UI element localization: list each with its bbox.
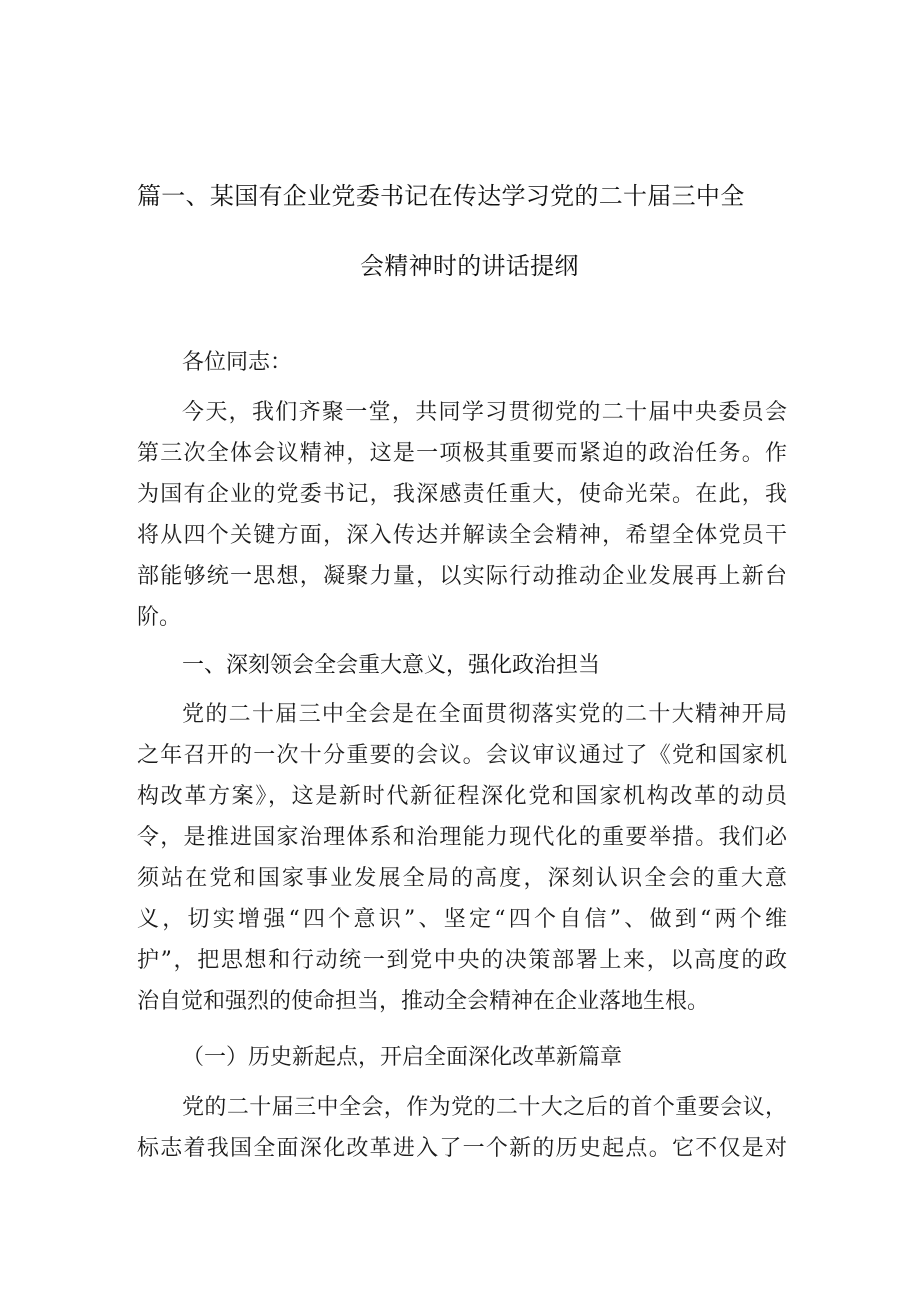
paragraph-1-line: 将从四个关键方面，深入传达并解读全会精神，希望全体党员干 bbox=[137, 523, 787, 548]
paragraph-2-line: 党的二十届三中全会是在全面贯彻落实党的二十大精神开局 bbox=[182, 702, 787, 727]
paragraph-1-line: 为国有企业的党委书记，我深感责任重大，使命光荣。在此，我 bbox=[137, 482, 787, 507]
paragraph-3-line: 标志着我国全面深化改革进入了一个新的历史起点。它不仅是对 bbox=[137, 1136, 787, 1161]
paragraph-2-line: 令，是推进国家治理体系和治理能力现代化的重要举措。我们必 bbox=[137, 825, 787, 850]
paragraph-2-line: 之年召开的一次十分重要的会议。会议审议通过了《党和国家机 bbox=[137, 743, 787, 768]
paragraph-2-line: 护”，把思想和行动统一到党中央的决策部署上来，以高度的政 bbox=[137, 948, 787, 973]
paragraph-2-line: 须站在党和国家事业发展全局的高度，深刻认识全会的重大意 bbox=[137, 866, 787, 891]
paragraph-1-line: 今天，我们齐聚一堂，共同学习贯彻党的二十届中央委员会 bbox=[182, 400, 787, 425]
paragraph-2-line: 构改革方案》，这是新时代新征程深化党和国家机构改革的动员 bbox=[137, 784, 787, 809]
paragraph-1-line: 第三次全体会议精神，这是一项极其重要而紧迫的政治任务。作 bbox=[137, 441, 787, 466]
paragraph-1-line: 阶。 bbox=[137, 605, 182, 630]
section-heading-1: 一、深刻领会全会重大意义，强化政治担当 bbox=[182, 653, 601, 678]
document-title-line-1: 篇一、某国有企业党委书记在传达学习党的二十届三中全 bbox=[137, 182, 745, 210]
paragraph-2-line: 治自觉和强烈的使命担当，推动全会精神在企业落地生根。 bbox=[137, 989, 710, 1014]
salutation: 各位同志： bbox=[182, 350, 293, 375]
paragraph-3-line: 党的二十届三中全会，作为党的二十大之后的首个重要会议， bbox=[182, 1095, 787, 1120]
subsection-heading-1: （一）历史新起点，开启全面深化改革新篇章 bbox=[182, 1045, 623, 1070]
paragraph-2-line: 义，切实增强“四个意识”、坚定“四个自信”、做到“两个维 bbox=[137, 907, 787, 932]
paragraph-1-line: 部能够统一思想，凝聚力量，以实际行动推动企业发展再上新台 bbox=[137, 564, 787, 589]
document-title-line-2: 会精神时的讲话提纲 bbox=[360, 252, 579, 280]
